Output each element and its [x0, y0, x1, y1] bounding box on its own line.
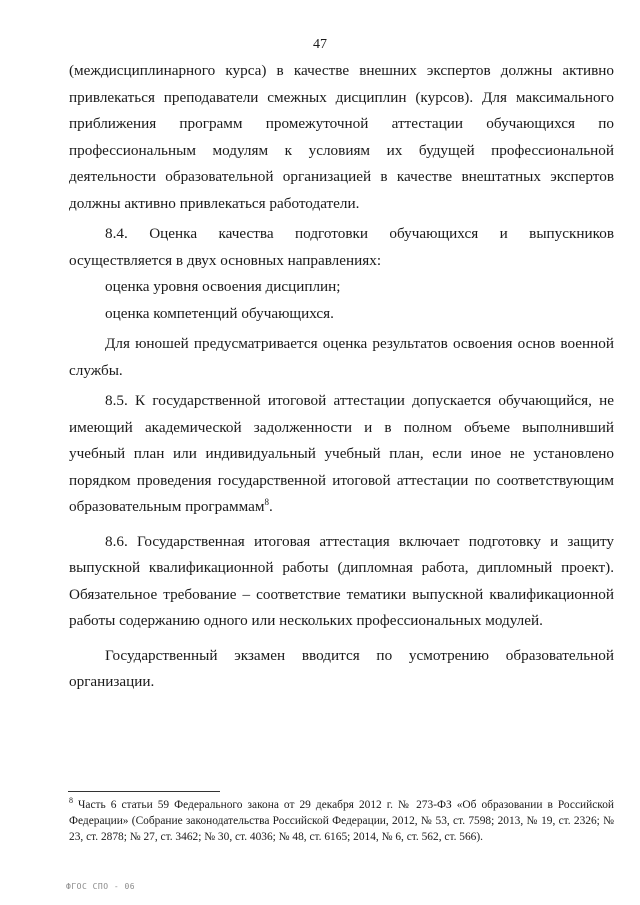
- footnote-text: Часть 6 статьи 59 Федерального закона от 29 декабря 2012 г. № 273-ФЗ «Об образовании в Российской Федерации» (Собрание законодательства Российской Федерации, 2012, № 53, ст. 7598; 2013, № 19, ст. 2326; № 23, ст. 2878; № 27, ст. 3462; № 30, ст. 4036; № 48, ст. 6165; 2014, № 6, ст. 562, ст. 566).: [69, 799, 614, 844]
- list-item-discipline-assessment: оценка уровня освоения дисциплин;: [105, 278, 341, 295]
- paragraph-experts: (междисциплинарного курса) в качестве внешних экспертов должны активно привлекаться преподаватели смежных дисциплин (курсов). Для максимального приближения программ промежуточной аттестации обучающихся по профессиональным модулям к условиям их будущей профессиональной деятельности образовательной организацией в качестве внештатных экспертов должны активно привлекаться работодатели.: [69, 62, 614, 212]
- paragraph-8-5-end: .: [268, 498, 273, 515]
- paragraph-military-service: Для юношей предусматривается оценка результатов освоения основ военной службы.: [69, 335, 614, 379]
- footnote-marker: 8: [69, 796, 73, 806]
- footnote-divider: [68, 791, 220, 792]
- footer-mark: ФГОС СПО - 06: [66, 882, 136, 891]
- footnote: [69, 797, 614, 846]
- page-number: 47: [313, 37, 327, 52]
- footnote-reference: 8: [264, 496, 269, 507]
- paragraph-8-4: 8.4. Оценка качества подготовки обучающихся и выпускников осуществляется в двух основных направлениях:: [69, 225, 614, 269]
- paragraph-8-5-text: 8.5. К государственной итоговой аттестации допускается обучающийся, не имеющий академической задолженности и в полном объеме выполнивший учебный план или индивидуальный учебный план, если иное не установлено порядком проведения государственной итоговой аттестации по соответствующим образовательным программам: [69, 392, 614, 515]
- list-item-competence-assessment: оценка компетенций обучающихся.: [105, 304, 334, 322]
- paragraph-8-5: [69, 388, 614, 521]
- paragraph-state-exam: Государственный экзамен вводится по усмотрению образовательной организации.: [69, 646, 614, 690]
- document-body: [69, 58, 614, 696]
- paragraph-8-6: 8.6. Государственная итоговая аттестация включает подготовку и защиту выпускной квалификационной работы (дипломная работа, дипломный проект). Обязательное требование – соответствие тематики выпускной квалификационной работы содержанию одного или нескольких профессиональных модулей.: [69, 532, 614, 629]
